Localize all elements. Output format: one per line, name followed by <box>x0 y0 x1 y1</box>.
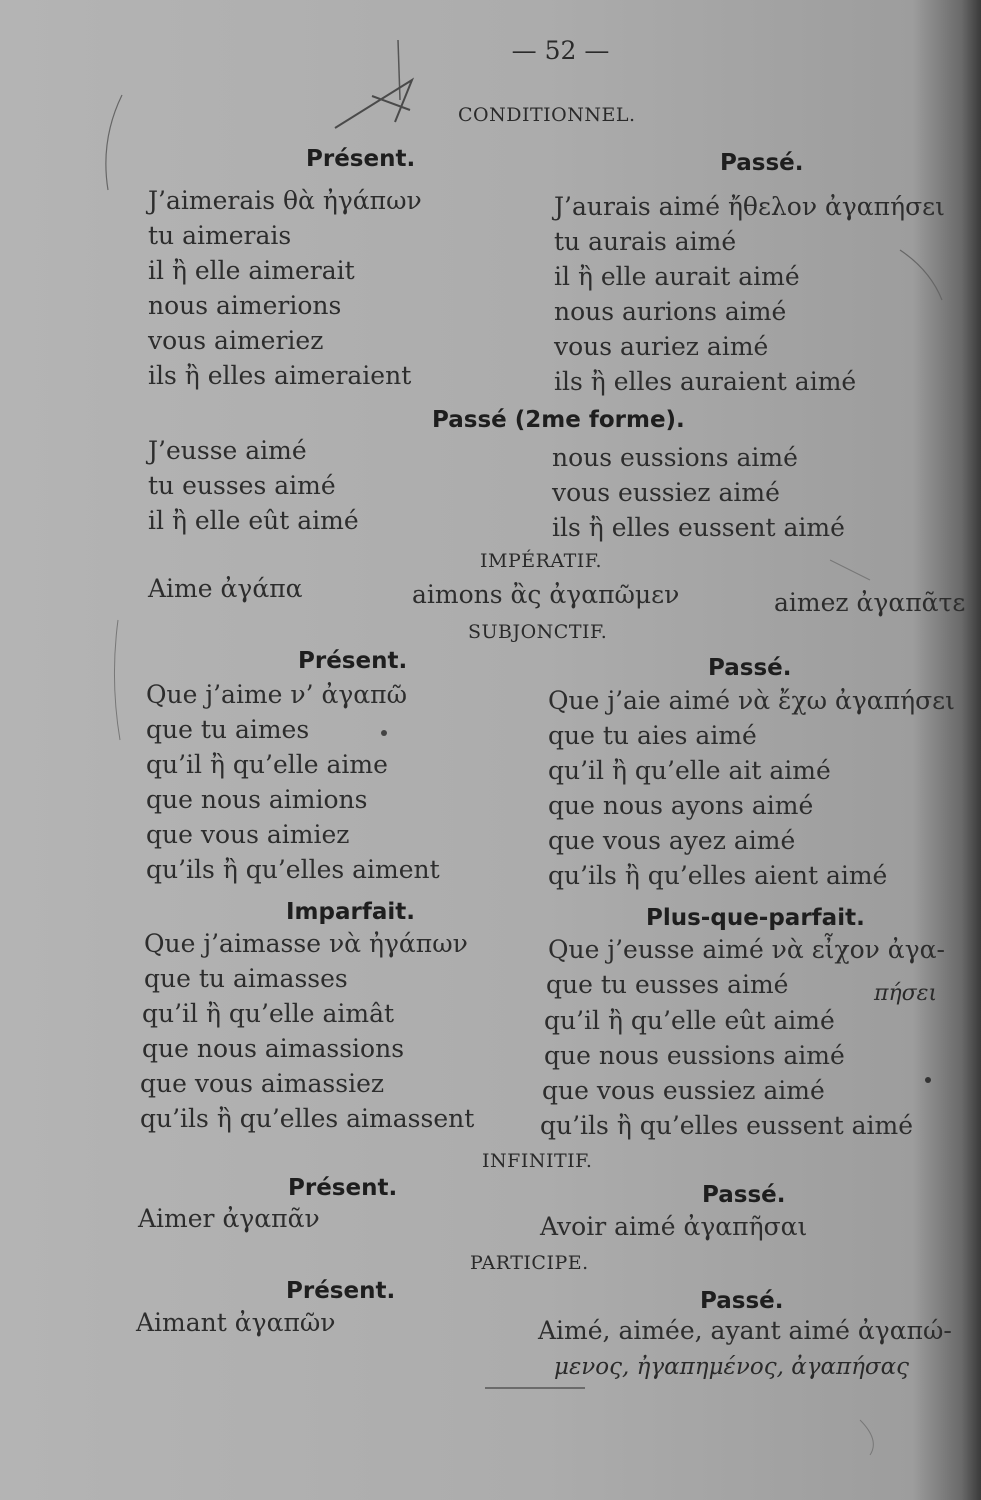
conjugation-line: que tu eusses aimé <box>546 970 789 999</box>
conjugation-line: μενος, ἠγαπημένος, ἀγαπήσας <box>554 1354 910 1380</box>
conjugation-line: aimez ἀγαπᾶτε <box>774 588 966 617</box>
conjugation-line: que vous aimiez <box>146 820 350 849</box>
conjugation-line: qu’il ἢ qu’elle aime <box>146 750 388 779</box>
conjugation-line: Que j’aie aimé νὰ ἔχω ἀγαπήσει <box>548 686 955 715</box>
conjugation-line: qu’ils ἢ qu’elles aiment <box>146 855 440 884</box>
conjugation-line: Aimant ἀγαπῶν <box>136 1308 336 1337</box>
heading-conditionnel-present: Présent. <box>306 146 416 172</box>
conjugation-line: que vous eussiez aimé <box>542 1076 825 1105</box>
conjugation-line: que nous ayons aimé <box>548 791 814 820</box>
page-number: — 52 — <box>511 36 610 65</box>
conjugation-line: tu eusses aimé <box>148 471 336 500</box>
conjugation-line: nous aimerions <box>148 291 342 320</box>
heading-infinitif-passe: Passé. <box>702 1182 786 1208</box>
conjugation-line: tu aurais aimé <box>554 227 737 256</box>
heading-subjonctif-passe: Passé. <box>708 655 792 681</box>
heading-participe-present: Présent. <box>286 1278 396 1304</box>
conjugation-line: Que j’aime ν’ ἀγαπῶ <box>146 680 407 709</box>
conjugation-line: que tu aimes <box>146 715 310 744</box>
conjugation-line: que tu aies aimé <box>548 721 757 750</box>
heading-infinitif-present: Présent. <box>288 1175 398 1201</box>
heading-participe-passe: Passé. <box>700 1288 784 1314</box>
conjugation-line: il ἢ elle aimerait <box>148 256 355 285</box>
conjugation-continuation: πήσει <box>874 981 938 1006</box>
conjugation-line: J’eusse aimé <box>148 436 307 465</box>
section-title-subjonctif: SUBJONCTIF. <box>468 621 608 643</box>
conjugation-line: Que j’aimasse νὰ ἠγάπων <box>144 929 468 958</box>
conjugation-line: ils ἢ elles eussent aimé <box>552 513 845 542</box>
conjugation-line: nous aurions aimé <box>554 297 787 326</box>
conjugation-line: tu aimerais <box>148 221 292 250</box>
conjugation-line: nous eussions aimé <box>552 443 798 472</box>
conjugation-line: ils ἢ elles aimeraient <box>148 361 412 390</box>
conjugation-line: il ἢ elle eût aimé <box>148 506 359 535</box>
conjugation-line: vous aimeriez <box>148 326 324 355</box>
conjugation-line: que vous ayez aimé <box>548 826 796 855</box>
conjugation-line: Aimer ἀγαπᾶν <box>138 1204 320 1233</box>
conjugation-line: vous eussiez aimé <box>552 478 780 507</box>
conjugation-line: Aimé, aimée, ayant aimé ἀγαπώ- <box>538 1316 952 1345</box>
conjugation-line: qu’il ἢ qu’elle aimât <box>142 999 395 1028</box>
conjugation-line: qu’ils ἢ qu’elles aient aimé <box>548 861 888 890</box>
section-title-infinitif: INFINITIF. <box>482 1150 593 1172</box>
conjugation-line: qu’ils ἢ qu’elles eussent aimé <box>540 1111 913 1140</box>
conjugation-line: qu’ils ἢ qu’elles aimassent <box>140 1104 475 1133</box>
conjugation-line: Aime ἀγάπα <box>148 574 303 603</box>
conjugation-line: qu’il ἢ qu’elle eût aimé <box>544 1006 835 1035</box>
heading-conditionnel-passe: Passé. <box>720 150 804 176</box>
conjugation-line: vous auriez aimé <box>554 332 769 361</box>
conjugation-line: ils ἢ elles auraient aimé <box>554 367 857 396</box>
conjugation-line: Avoir aimé ἀγαπῆσαι <box>540 1212 808 1241</box>
conjugation-line: que nous aimions <box>146 785 368 814</box>
conjugation-line: qu’il ἢ qu’elle ait aimé <box>548 756 831 785</box>
section-title-imperatif: IMPÉRATIF. <box>480 550 603 572</box>
conjugation-line: que nous eussions aimé <box>544 1041 845 1070</box>
heading-subjonctif-plus-que-parfait: Plus-que-parfait. <box>646 905 865 931</box>
heading-conditionnel-passe-2e-forme: Passé (2me forme). <box>432 407 685 433</box>
section-title-conditionnel: CONDITIONNEL. <box>458 104 636 126</box>
heading-subjonctif-present: Présent. <box>298 648 408 674</box>
conjugation-line: J’aimerais θὰ ἠγάπων <box>148 186 422 215</box>
conjugation-line: que tu aimasses <box>144 964 348 993</box>
conjugation-line: que vous aimassiez <box>140 1069 385 1098</box>
conjugation-line: Que j’eusse aimé νὰ εἶχον ἀγα- <box>548 935 945 964</box>
section-title-participe: PARTICIPE. <box>470 1252 589 1274</box>
conjugation-line: aimons ἂς ἀγαπῶμεν <box>412 580 680 609</box>
conjugation-line: il ἢ elle aurait aimé <box>554 262 800 291</box>
heading-subjonctif-imparfait: Imparfait. <box>286 899 415 925</box>
conjugation-line: J’aurais aimé ἤθελον ἀγαπήσει <box>554 192 945 221</box>
conjugation-line: que nous aimassions <box>142 1034 405 1063</box>
